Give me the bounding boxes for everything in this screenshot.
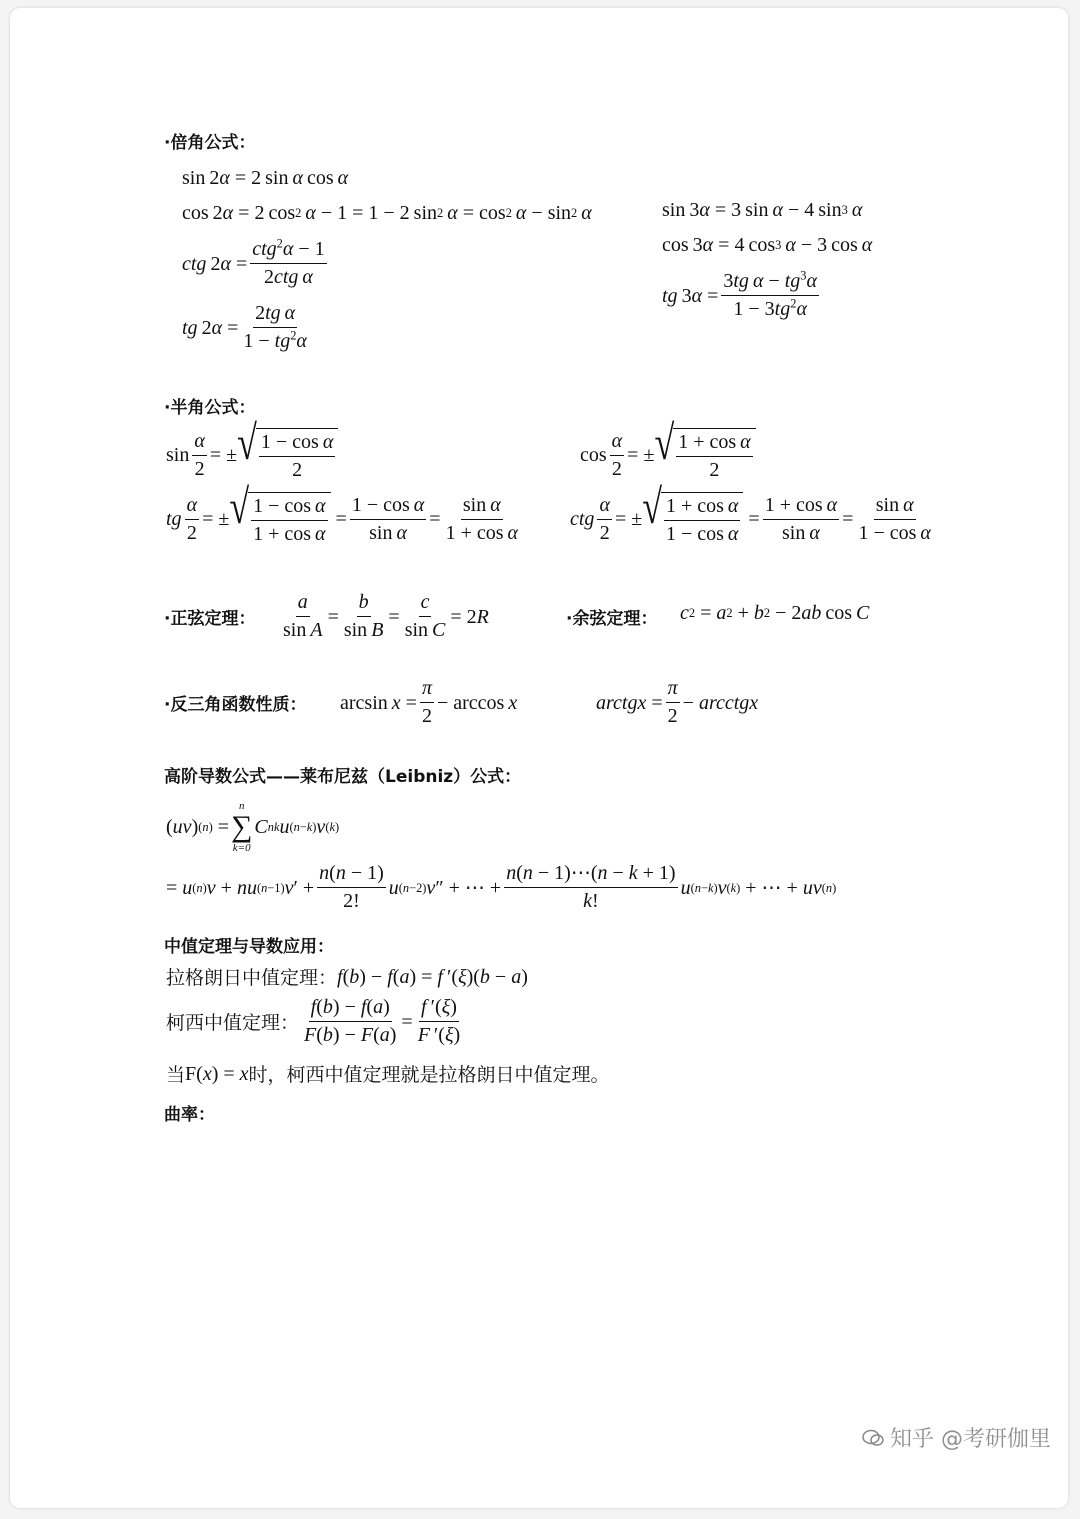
watermark-text: 知乎 @考研伽里 — [890, 1427, 1051, 1452]
lagrange-theorem — [166, 963, 528, 990]
note-suffix: 时，柯西中值定理就是拉格朗日中值定理。 — [248, 1064, 610, 1086]
lagrange-label: 拉格朗日中值定理： — [166, 967, 338, 989]
formula-note-condition: F( x ) = x — [185, 1062, 249, 1085]
cauchy-label: 柯西中值定理： — [166, 1012, 300, 1034]
heading-cosine-law: ·余弦定理： — [566, 609, 658, 629]
formula-cos-half: cos $\frac{\alpha}{2}$ = ± √ $\frac{\text{1 + cos α}}{2}$ — [580, 428, 756, 482]
formula-cosine-law: c 2 = a 2 + b 2 − 2 ab cos C — [680, 602, 870, 624]
formula-ctg-half: ctg $\frac{\alpha}{2}$ = ± √ $\frac{\text{1 + cos α}}{\text{1 − cos α}}$ = $\frac{\text{1 + cos α}}{\text{sin α}}$ = $\frac{\text{sin α}}{\text{1 − cos α}}$ — [570, 479, 931, 545]
mean-value-note — [166, 1060, 610, 1087]
heading-mean-value: 中值定理与导数应用： — [164, 937, 334, 957]
formula-tg-half: tg $\frac{\alpha}{2}$ = ± √ $\frac{\text{1 − cos α}}{\text{1 + cos α}}$ = $\frac{\text{1 − cos α}}{\text{sin α}}$ = $\frac{\text{sin α}}{\text{1 + cos α}}$ — [166, 479, 519, 545]
formula-sin-half: sin $\frac{\alpha}{2}$ = ± √ $\frac{\text{1 − cos α}}{2}$ — [166, 428, 338, 482]
formula-arcsin: arcsin x = $\frac{\pi}{2}$ − arccos x — [340, 677, 518, 727]
formula-sin3a: sin 3 α = 3 sin α − 4 sin 3 α — [662, 199, 863, 221]
heading-double-angle: ·倍角公式： — [164, 133, 256, 153]
note-prefix: 当 — [166, 1064, 186, 1086]
cauchy-theorem — [166, 996, 465, 1047]
formula-lagrange: f ( b ) − f ( a ) = f ′( ξ )( b − a ) — [337, 965, 528, 988]
heading-half-angle: ·半角公式： — [164, 398, 256, 418]
formula-ctg2a: ctg 2 α = $\frac{ctg^2\alpha - 1}{\text{2ctg α}}$ — [182, 236, 325, 288]
formula-tg2a: tg 2 α = $\frac{\text{2tg α}}{1 - tg^2\alpha}$ — [182, 302, 307, 352]
heading-inverse-trig: ·反三角函数性质： — [164, 695, 307, 715]
document-page — [10, 8, 1068, 1508]
watermark — [862, 1422, 1051, 1453]
heading-curvature: 曲率： — [164, 1105, 215, 1125]
formula-arctg: arctgx = $\frac{\pi}{2}$ − arcctgx — [596, 677, 759, 727]
formula-leibniz-sum: ( uv ) (n) = n ∑ k=0 C n k u (n−k) v (k) — [166, 800, 340, 855]
formula-sine-law: $\frac{a}{\text{sin A}}$ = $\frac{b}{\text{sin B}}$ = $\frac{c}{\text{sin C}}$ = 2 R — [283, 591, 489, 641]
formula-cos2a: cos 2 α = 2 cos 2 α − 1 = 1 − 2 sin 2 α = cos 2 α − sin 2 α — [182, 202, 592, 224]
formula-cauchy: $\frac{f(b) - f(a)}{F(b) - F(a)}$ = $\frac{f '(\xi)}{F '(\xi)}$ — [304, 996, 461, 1046]
formula-leibniz-expansion: = u (n) v + nu (n−1) v ′ + $\frac{n(n - 1)}{2!}$ u (n−2) v ″ + ⋯ + $\frac{n(n - 1)\cdots(n - k + 1)}{k!}$ u (n−k) v (k) + ⋯ + uv (n) — [166, 862, 837, 912]
heading-leibniz: 高阶导数公式——莱布尼兹（Leibniz）公式： — [164, 767, 522, 787]
formula-tg3a: tg 3 α = $\frac{3tg \alpha - tg^3\alpha}{1 - 3tg^2\alpha}$ — [662, 268, 817, 320]
wechat-icon — [862, 1428, 884, 1448]
formula-cos3a: cos 3 α = 4 cos 3 α − 3 cos α — [662, 234, 873, 256]
heading-sine-law: ·正弦定理： — [164, 609, 256, 629]
formula-sin2a: sin 2 α = 2 sin α cos α — [182, 167, 349, 189]
